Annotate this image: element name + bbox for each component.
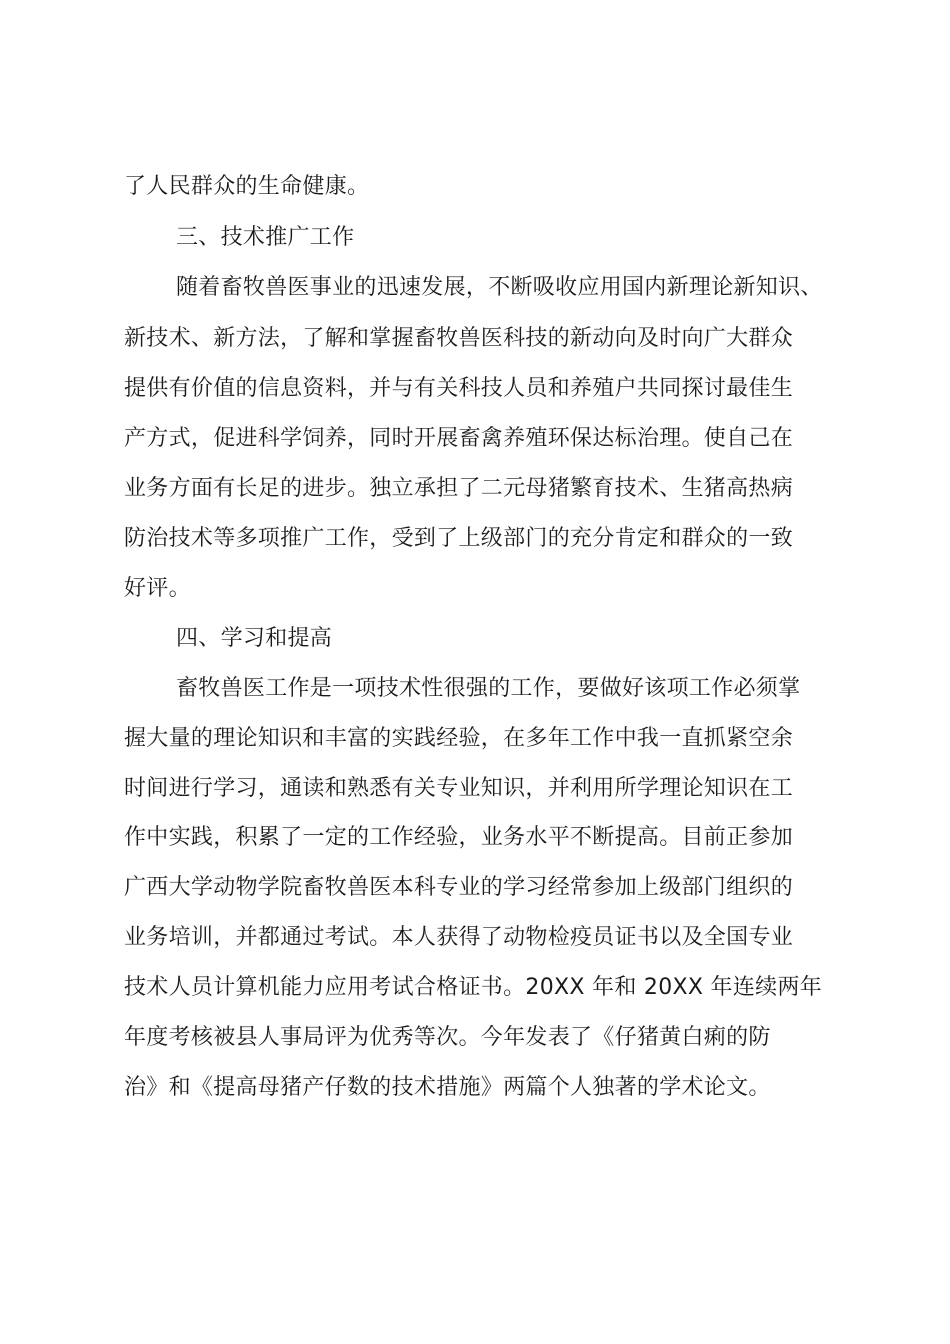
text-line: 时间进行学习，通读和熟悉有关专业知识，并利用所学理论知识在工 (124, 776, 794, 801)
text-line: 广西大学动物学院畜牧兽医本科专业的学习经常参加上级部门组织的 (124, 875, 794, 900)
text-line: 好评。 (124, 576, 191, 601)
text-line: 作中实践，积累了一定的工作经验，业务水平不断提高。目前正参加 (124, 825, 794, 850)
text-line: 技术人员计算机能力应用考试合格证书。20XX 年和 20XX 年连续两年 (124, 975, 823, 1000)
text-line: 治》和《提高母猪产仔数的技术措施》两篇个人独著的学术论文。 (124, 1075, 771, 1100)
text-line: 畜牧兽医工作是一项技术性很强的工作，要做好该项工作必须掌 (176, 676, 801, 701)
section-heading-3: 三、技术推广工作 (176, 225, 355, 250)
section-heading-4: 四、学习和提高 (176, 626, 333, 651)
text-line: 业务培训，并都通过考试。本人获得了动物检疫员证书以及全国专业 (124, 925, 794, 950)
text-line: 防治技术等多项推广工作，受到了上级部门的充分肯定和群众的一致 (124, 526, 794, 551)
text-line: 产方式，促进科学饲养，同时开展畜禽养殖环保达标治理。使自己在 (124, 426, 794, 451)
text-line: 业务方面有长足的进步。独立承担了二元母猪繁育技术、生猪高热病 (124, 476, 794, 501)
text-line: 随着畜牧兽医事业的迅速发展，不断吸收应用国内新理论新知识、 (176, 275, 823, 300)
text-line: 年度考核被县人事局评为优秀等次。今年发表了《仔猪黄白痢的防 (124, 1025, 771, 1050)
text-line: 握大量的理论知识和丰富的实践经验，在多年工作中我一直抓紧空余 (124, 726, 794, 751)
text-line-continuation: 了人民群众的生命健康。 (124, 174, 370, 199)
text-line: 新技术、新方法，了解和掌握畜牧兽医科技的新动向及时向广大群众 (124, 326, 794, 351)
text-line: 提供有价值的信息资料，并与有关科技人员和养殖户共同探讨最佳生 (124, 376, 794, 401)
